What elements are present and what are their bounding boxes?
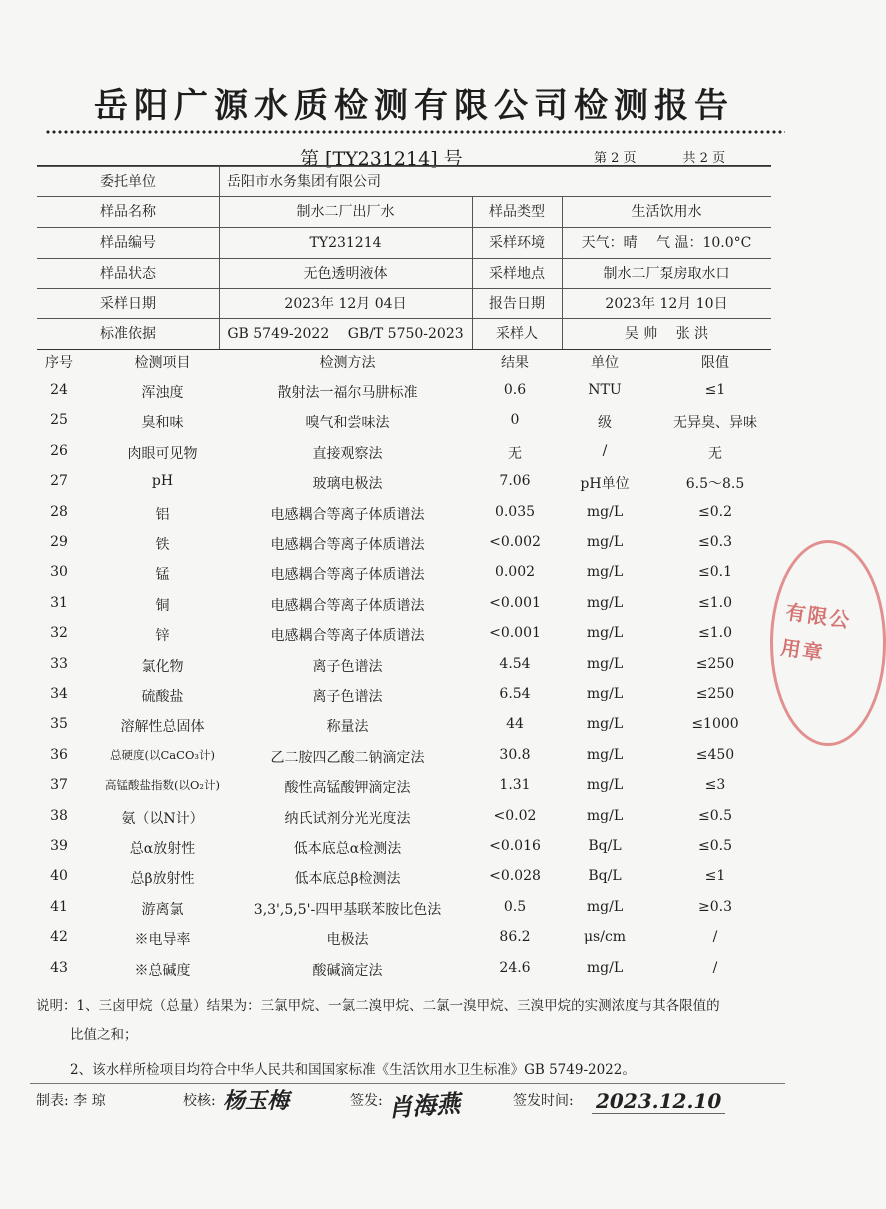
row-limit: ≤1.0 bbox=[698, 594, 732, 611]
row-no: 25 bbox=[50, 412, 68, 429]
row-no: 30 bbox=[50, 564, 68, 581]
row-no: 39 bbox=[50, 838, 68, 854]
row-no: 38 bbox=[50, 807, 68, 824]
row-result: 30.8 bbox=[499, 746, 531, 763]
row-unit: mg/L bbox=[586, 898, 624, 915]
row-limit: ≤1000 bbox=[691, 716, 739, 733]
row-no: 40 bbox=[50, 868, 68, 885]
table-row bbox=[0, 838, 828, 868]
page-number: 第 2 页 bbox=[594, 151, 637, 166]
row-item: 锌 bbox=[155, 628, 170, 645]
row-method: 酸碱滴定法 bbox=[312, 962, 383, 979]
col-header-method: 检测方法 bbox=[319, 355, 376, 371]
row-unit: mg/L bbox=[586, 503, 624, 520]
sampler-value: 吴 帅 张 洪 bbox=[624, 326, 709, 342]
row-limit: ≤0.1 bbox=[698, 564, 732, 581]
info-row-sample-name bbox=[37, 196, 771, 227]
row-item: 游离氯 bbox=[141, 901, 184, 918]
report-date-label: 报告日期 bbox=[489, 296, 545, 312]
row-limit: ≤1.0 bbox=[698, 625, 732, 642]
row-limit: / bbox=[712, 959, 718, 976]
table-row bbox=[0, 868, 828, 898]
prepared-by bbox=[36, 1090, 106, 1110]
row-method: 电感耦合等离子体质谱法 bbox=[270, 597, 425, 614]
env-value: 天气：晴 气 温：10.0°C bbox=[581, 235, 752, 251]
row-unit: mg/L bbox=[586, 959, 624, 976]
table-row bbox=[0, 716, 828, 746]
row-unit: 级 bbox=[598, 415, 612, 432]
col-header-unit: 单位 bbox=[591, 355, 619, 371]
note-1-line-2: 比值之和； bbox=[70, 1027, 138, 1043]
results-header-row bbox=[0, 352, 828, 376]
row-limit: ≤1 bbox=[704, 868, 726, 885]
sample-type-label: 样品类型 bbox=[489, 204, 545, 220]
table-row bbox=[0, 564, 828, 594]
table-row bbox=[0, 534, 828, 564]
table-row bbox=[0, 504, 828, 534]
sample-type-value: 生活饮用水 bbox=[631, 204, 702, 220]
row-result: 4.54 bbox=[499, 655, 531, 672]
row-result: <0.02 bbox=[493, 807, 537, 824]
col-header-item: 检测项目 bbox=[134, 355, 191, 371]
checked-by-label: 校核: bbox=[183, 1093, 216, 1109]
row-item: 臭和味 bbox=[141, 415, 184, 432]
row-item: 总α放射性 bbox=[129, 841, 196, 857]
row-method: 电感耦合等离子体质谱法 bbox=[270, 537, 425, 553]
row-limit: / bbox=[712, 929, 718, 946]
report-date-value: 2023年 12月 10日 bbox=[605, 296, 728, 312]
date-label: 采样日期 bbox=[100, 296, 156, 312]
table-row bbox=[0, 443, 828, 473]
row-item: 氨（以N计） bbox=[121, 810, 204, 827]
row-limit: ≤450 bbox=[695, 746, 735, 763]
info-row-client bbox=[37, 166, 771, 197]
row-method: 嗅气和尝味法 bbox=[305, 415, 390, 432]
table-row bbox=[0, 929, 828, 959]
table-row bbox=[0, 777, 828, 807]
row-result: 0.5 bbox=[503, 898, 527, 915]
row-limit: 无 bbox=[708, 445, 722, 462]
row-unit: mg/L bbox=[586, 807, 624, 824]
row-item: 溶解性总固体 bbox=[120, 719, 205, 736]
row-result: 6.54 bbox=[499, 686, 531, 702]
approved-by-label: 签发: bbox=[350, 1093, 383, 1109]
row-no: 24 bbox=[50, 382, 68, 398]
table-row bbox=[0, 960, 828, 990]
row-unit: mg/L bbox=[586, 746, 624, 763]
row-limit: ≤0.3 bbox=[698, 534, 732, 550]
table-row bbox=[0, 686, 828, 716]
row-result: 7.06 bbox=[499, 473, 531, 490]
table-row bbox=[0, 625, 828, 655]
row-result: 24.6 bbox=[499, 959, 531, 976]
row-limit: ≤1 bbox=[704, 382, 726, 398]
row-item: 总β放射性 bbox=[130, 871, 195, 888]
row-method: 低本底总α检测法 bbox=[293, 841, 402, 857]
sample-no-label: 样品编号 bbox=[100, 235, 156, 251]
state-label: 样品状态 bbox=[100, 266, 156, 282]
row-limit: ≤250 bbox=[695, 686, 735, 702]
row-no: 28 bbox=[50, 503, 68, 520]
row-no: 43 bbox=[50, 959, 68, 976]
row-unit: mg/L bbox=[586, 716, 624, 733]
table-row bbox=[0, 382, 828, 412]
note-2: 2、该水样所检项目均符合中华人民共和国国家标准《生活饮用水卫生标准》GB 5749-2022。 bbox=[70, 1062, 636, 1078]
row-no: 31 bbox=[50, 594, 68, 611]
info-row-sample-no bbox=[37, 227, 771, 258]
row-limit: ≤0.5 bbox=[698, 838, 732, 854]
row-limit: ≤3 bbox=[704, 777, 726, 794]
row-unit: / bbox=[602, 442, 608, 459]
info-row-state bbox=[37, 258, 771, 289]
row-limit: ≤0.5 bbox=[698, 807, 732, 824]
row-method: 称量法 bbox=[326, 719, 369, 736]
row-unit: pH单位 bbox=[580, 476, 630, 493]
row-result: 44 bbox=[506, 716, 524, 733]
table-row bbox=[0, 808, 828, 838]
row-method: 玻璃电极法 bbox=[312, 476, 383, 493]
client-value: 岳阳市水务集团有限公司 bbox=[227, 174, 381, 190]
row-item: 总硬度(以CaCO₃计) bbox=[110, 747, 215, 762]
row-no: 42 bbox=[50, 929, 68, 946]
env-label: 采样环境 bbox=[489, 235, 545, 251]
client-label: 委托单位 bbox=[100, 174, 156, 190]
table-row bbox=[0, 656, 828, 686]
row-unit: Bq/L bbox=[588, 838, 622, 854]
row-result: 0.035 bbox=[494, 503, 536, 520]
row-item: ※电导率 bbox=[134, 932, 191, 949]
row-method: 电极法 bbox=[326, 932, 369, 949]
row-result: <0.001 bbox=[489, 594, 541, 611]
sample-name-value: 制水二厂出厂水 bbox=[296, 204, 395, 220]
issue-time-label: 签发时间: bbox=[513, 1093, 574, 1109]
row-result: <0.016 bbox=[489, 838, 541, 854]
total-pages: 共 2 页 bbox=[682, 151, 726, 166]
row-no: 37 bbox=[50, 777, 68, 794]
info-row-standard bbox=[37, 318, 771, 349]
report-title: 岳阳广源水质检测有限公司检测报告 bbox=[94, 86, 734, 126]
row-limit: 6.5～8.5 bbox=[685, 476, 745, 493]
issue-time-handwritten: 2023.12.10 bbox=[592, 1089, 725, 1114]
row-limit: ≤0.2 bbox=[698, 503, 732, 520]
row-unit: mg/L bbox=[586, 655, 624, 672]
row-method: 散射法一福尔马肼标准 bbox=[277, 385, 418, 401]
page-info bbox=[594, 147, 725, 166]
row-unit: NTU bbox=[588, 382, 622, 398]
site-value: 制水二厂泵房取水口 bbox=[603, 266, 730, 282]
table-row bbox=[0, 747, 828, 777]
row-method: 电感耦合等离子体质谱法 bbox=[270, 628, 425, 645]
row-result: 0.6 bbox=[503, 382, 527, 398]
row-no: 29 bbox=[50, 534, 68, 550]
report-number: 第 [TY231214] 号 bbox=[300, 148, 463, 170]
row-unit: mg/L bbox=[586, 534, 624, 550]
sample-name-label: 样品名称 bbox=[100, 204, 156, 220]
row-no: 41 bbox=[50, 898, 68, 915]
row-no: 36 bbox=[50, 746, 68, 763]
row-result: <0.001 bbox=[489, 625, 541, 642]
row-item: 铁 bbox=[155, 537, 170, 553]
row-item: 锰 bbox=[155, 567, 170, 584]
row-unit: Bq/L bbox=[588, 868, 622, 885]
row-result: 1.31 bbox=[499, 777, 531, 794]
row-no: 35 bbox=[50, 716, 68, 733]
sampler-label: 采样人 bbox=[496, 326, 538, 342]
row-method: 电感耦合等离子体质谱法 bbox=[270, 506, 425, 523]
col-header-result: 结果 bbox=[501, 355, 529, 371]
row-method: 纳氏试剂分光光度法 bbox=[284, 810, 411, 827]
row-item: 硫酸盐 bbox=[141, 689, 184, 705]
row-unit: mg/L bbox=[586, 777, 624, 794]
row-result: 86.2 bbox=[499, 929, 531, 946]
site-label: 采样地点 bbox=[489, 266, 545, 282]
row-item: 高锰酸盐指数(以O₂计) bbox=[104, 778, 220, 793]
state-value: 无色透明液体 bbox=[303, 266, 388, 282]
row-method: 离子色谱法 bbox=[312, 658, 383, 675]
approved-by-signature: 肖海燕 bbox=[387, 1088, 462, 1123]
col-header-no: 序号 bbox=[45, 355, 73, 371]
table-row bbox=[0, 595, 828, 625]
prepared-by-label: 制表: bbox=[36, 1093, 69, 1109]
table-row bbox=[0, 899, 828, 929]
row-limit: ≤250 bbox=[695, 655, 735, 672]
row-item: 铝 bbox=[155, 506, 170, 523]
row-method: 3,3',5,5'-四甲基联苯胺比色法 bbox=[253, 901, 442, 918]
col-header-limit: 限值 bbox=[701, 355, 729, 371]
row-no: 32 bbox=[50, 625, 68, 642]
prepared-by-name: 李 琼 bbox=[73, 1093, 106, 1109]
row-method: 低本底总β检测法 bbox=[294, 871, 401, 888]
row-limit: ≥0.3 bbox=[698, 898, 732, 915]
standard-label: 标准依据 bbox=[100, 326, 156, 342]
info-row-date bbox=[37, 288, 771, 319]
row-result: <0.028 bbox=[489, 868, 541, 885]
row-no: 33 bbox=[50, 655, 68, 672]
row-method: 直接观察法 bbox=[312, 445, 383, 462]
row-item: pH bbox=[151, 473, 174, 490]
table-row bbox=[0, 412, 828, 442]
row-result: 无 bbox=[508, 445, 522, 462]
row-item: 肉眼可见物 bbox=[127, 445, 198, 462]
row-result: 0 bbox=[510, 412, 520, 429]
row-item: 浑浊度 bbox=[141, 385, 184, 401]
standard-value: GB 5749-2022 GB/T 5750-2023 bbox=[227, 326, 464, 342]
table-row bbox=[0, 473, 828, 503]
row-no: 26 bbox=[50, 442, 68, 459]
row-result: <0.002 bbox=[489, 534, 541, 550]
note-1-line-1: 说明：1、三卤甲烷（总量）结果为：三氯甲烷、一氯二溴甲烷、二氯一溴甲烷、三溴甲烷的实测浓度与其各限值的 bbox=[36, 998, 720, 1014]
row-unit: μs/cm bbox=[583, 929, 627, 946]
checked-by-signature: 杨玉梅 bbox=[223, 1088, 290, 1114]
sample-no-value: TY231214 bbox=[309, 235, 382, 251]
row-method: 酸性高锰酸钾滴定法 bbox=[284, 780, 411, 797]
row-no: 27 bbox=[50, 473, 68, 490]
row-result: 0.002 bbox=[494, 564, 536, 581]
sample-info-table bbox=[37, 165, 771, 350]
company-seal-stamp: 有限公 用章 bbox=[770, 540, 886, 746]
row-unit: mg/L bbox=[586, 594, 624, 611]
row-unit: mg/L bbox=[586, 564, 624, 581]
row-method: 电感耦合等离子体质谱法 bbox=[270, 567, 425, 584]
row-item: 铜 bbox=[155, 597, 170, 614]
row-method: 离子色谱法 bbox=[312, 689, 383, 705]
title-dotted-divider bbox=[45, 130, 785, 134]
footer-divider bbox=[30, 1083, 785, 1084]
row-unit: mg/L bbox=[586, 686, 624, 702]
date-value: 2023年 12月 04日 bbox=[284, 296, 407, 312]
row-no: 34 bbox=[50, 686, 68, 702]
notes-section bbox=[36, 992, 720, 1050]
row-unit: mg/L bbox=[586, 625, 624, 642]
row-method: 乙二胺四乙酸二钠滴定法 bbox=[270, 749, 425, 766]
row-item: ※总碱度 bbox=[134, 962, 191, 979]
row-limit: 无异臭、异味 bbox=[673, 415, 757, 432]
row-item: 氯化物 bbox=[141, 658, 184, 675]
